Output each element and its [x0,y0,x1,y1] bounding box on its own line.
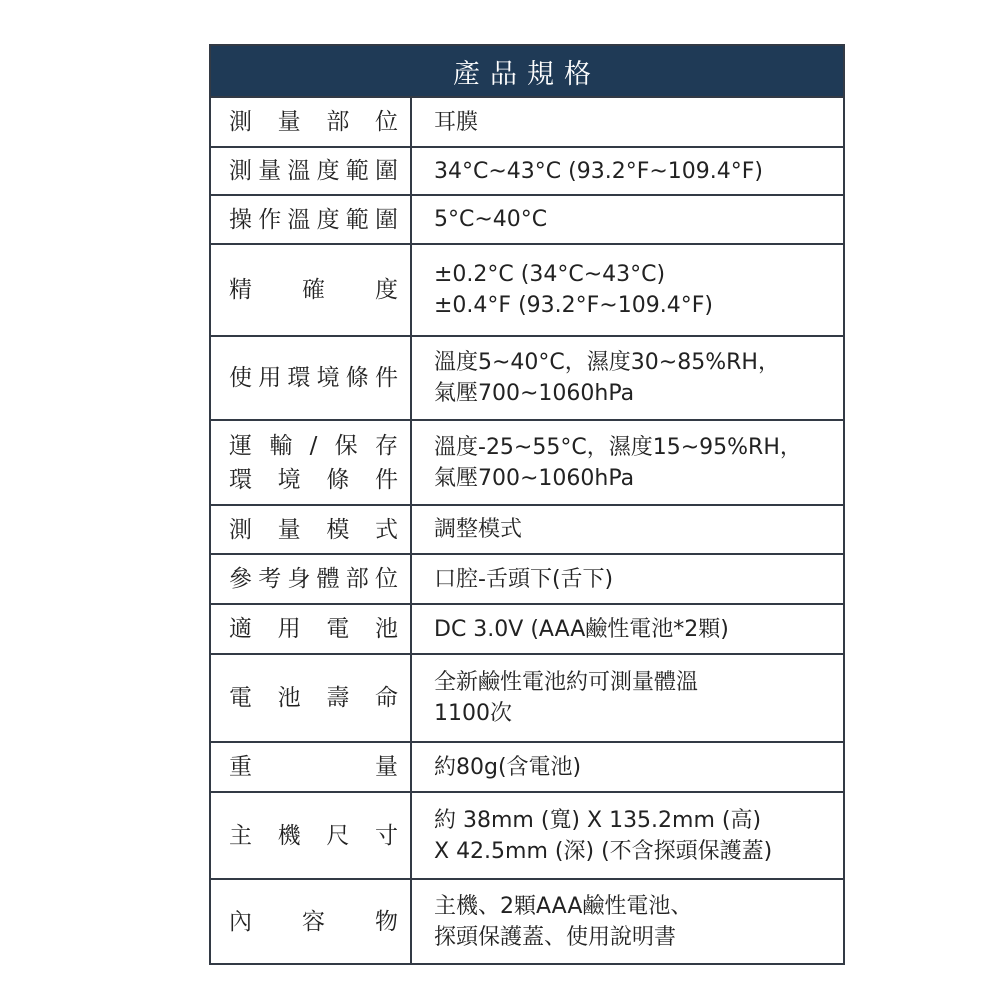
value-line: 主機、2顆AAA鹼性電池、 [434,893,693,919]
row-value [412,655,843,741]
value-line: 全新鹼性電池約可測量體溫 [434,670,699,695]
row-value [412,793,843,878]
value-line: 約 38mm (寬) X 135.2mm (高) [434,807,762,833]
label-line: 測量溫度範圍 [229,158,398,184]
spec-row-contents [211,880,843,963]
spec-row-storage-environment [211,421,843,506]
spec-row-measure-mode [211,506,843,555]
spec-row-measure-range [211,148,843,196]
row-label [211,793,412,878]
value-line: 口腔-舌頭下(舌下) [434,566,614,592]
row-label [211,245,412,335]
spec-row-reference-site [211,555,843,605]
value-line: 約80g(含電池) [434,754,582,780]
table-title: 產品規格 [211,46,843,98]
label-line: 重量 [229,754,398,780]
value-line: DC 3.0V (AAA鹼性電池*2顆) [434,616,729,642]
row-label [211,98,412,146]
label-line: 運輸/保存 [229,432,398,459]
label-line: 測量模式 [229,516,398,543]
label-line: 操作溫度範圍 [229,206,398,233]
spec-row-dimensions [211,793,843,880]
value-line: 1100次 [434,701,512,726]
label-line: 環境條件 [229,466,398,493]
value-line: 耳膜 [434,109,479,135]
label-line: 內容物 [229,908,398,935]
spec-row-battery-life [211,655,843,743]
value-line: 34°C~43°C (93.2°F~109.4°F) [434,158,764,184]
row-value [412,880,843,963]
value-line: 調整模式 [434,517,523,542]
spec-row-accuracy [211,245,843,337]
row-value [412,245,843,335]
row-label [211,196,412,243]
row-label [211,743,412,791]
label-line: 參考身體部位 [229,566,398,592]
value-line: 氣壓700~1060hPa [434,381,635,406]
row-value [412,337,843,419]
spec-row-operating-range [211,196,843,245]
row-value [412,196,843,243]
row-value [412,605,843,653]
row-label [211,337,412,419]
row-value [412,743,843,791]
spec-row-measure-site [211,98,843,148]
row-label [211,880,412,963]
value-line: 溫度-25~55°C，濕度15~95%RH， [434,434,802,460]
row-value [412,148,843,194]
row-value [412,98,843,146]
spec-row-weight [211,743,843,793]
row-label [211,506,412,553]
value-line: X 42.5mm (深) (不含探頭保護蓋) [434,838,773,864]
row-value [412,506,843,553]
value-line: 5°C~40°C [434,207,548,232]
spec-row-use-environment [211,337,843,421]
value-line: 溫度5~40°C，濕度30~85%RH， [434,350,780,375]
label-line: 主機尺寸 [229,822,398,849]
value-line: ±0.4°F (93.2°F~109.4°F) [434,293,713,318]
row-label [211,655,412,741]
value-line: 氣壓700~1060hPa [434,465,635,491]
row-label [211,421,412,504]
row-label [211,555,412,603]
value-line: 探頭保護蓋、使用說明書 [434,924,677,950]
row-value [412,555,843,603]
value-line: ±0.2°C (34°C~43°C) [434,262,666,287]
label-line: 測量部位 [229,109,398,135]
label-line: 電池壽命 [229,685,398,711]
row-label [211,148,412,194]
label-line: 精確度 [229,277,398,303]
row-label [211,605,412,653]
spec-row-battery [211,605,843,655]
spec-table [209,44,845,965]
label-line: 適用電池 [229,616,398,642]
label-line: 使用環境條件 [229,365,398,391]
row-value [412,421,843,504]
